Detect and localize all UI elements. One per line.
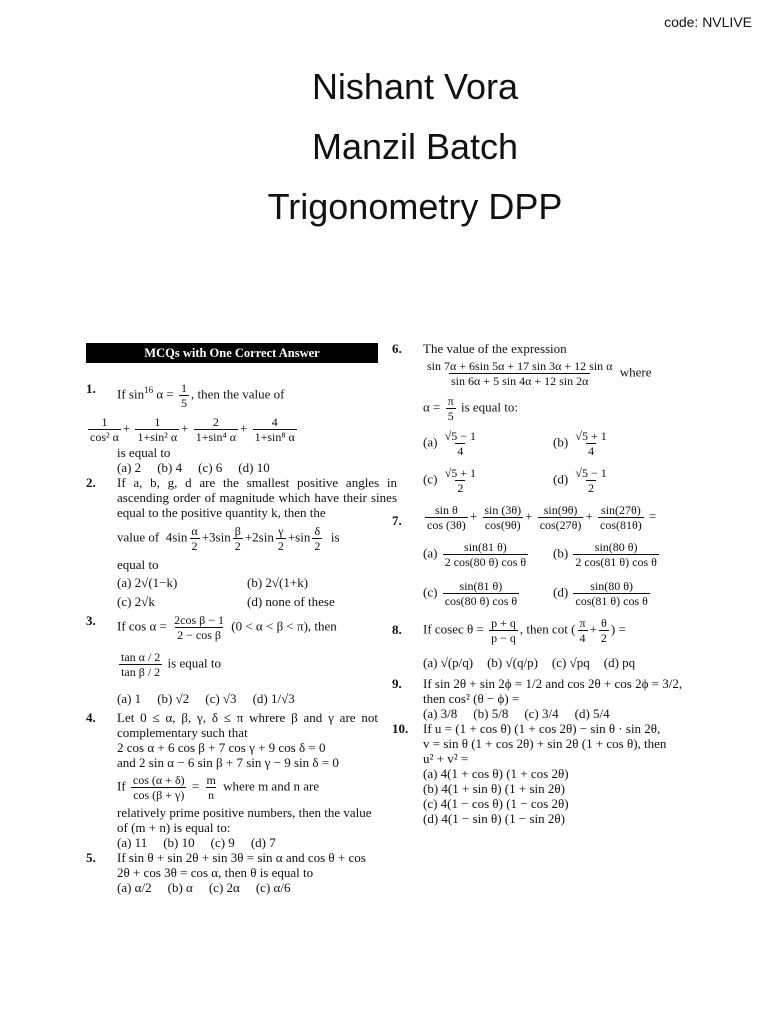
text-q7-n: 7.	[392, 513, 402, 528]
text-q3-opts-0: (a) 1	[117, 691, 142, 706]
text-q3-opts-1: (b) √2	[157, 691, 190, 706]
text-q5-text: If sin θ + sin 2θ + sin 3θ = sin α and cos θ + cos 2θ + cos 3θ = cos α, then θ is equal to	[117, 850, 366, 880]
text-q6-opts-2-d: 2	[457, 481, 464, 495]
text-q6-opts-1-l: (b)	[553, 434, 569, 450]
text-q1-den: 5	[181, 396, 187, 410]
text-q2-tail: equal to	[117, 557, 159, 572]
text-q1-opts-1: (b) 4	[157, 460, 183, 475]
text-q4-mid: =	[188, 778, 203, 794]
text-q6-den: sin 6α + 5 sin 4α + 12 sin 2α	[451, 374, 589, 388]
text-q10-opts-1: (b) 4(1 + sin θ) (1 + sin 2θ)	[423, 781, 565, 796]
text-q2-opts-1: (b) 2√(1+k)	[247, 575, 309, 590]
text-q10-lines-2: u² + v² =	[423, 751, 469, 766]
text-q7-opts-2-n: sin(81 θ)	[459, 579, 503, 593]
text-q1-opts-2: (c) 6	[198, 460, 223, 475]
text-q7-t4n: sin(27θ)	[601, 503, 641, 517]
text-q7-opts-0-d: 2 cos(80 θ) cos θ	[444, 555, 527, 569]
text-q2-opts-3: (d) none of these	[247, 594, 335, 609]
text-q8-in1d: 4	[579, 631, 586, 645]
question-4	[86, 710, 378, 850]
text-q4-opts-0: (a) 11	[117, 835, 148, 850]
text-q10-n: 10.	[392, 721, 409, 736]
question-9	[392, 676, 692, 721]
text-q1-t4d: 1+sin⁸ α	[254, 430, 295, 444]
text-q4-lines-0: Let 0 ≤ α, β, γ, δ ≤ π whrere β and γ are not complementary such that	[117, 710, 378, 740]
text-q10-opts-3: (d) 4(1 − sin θ) (1 − sin 2θ)	[423, 811, 565, 826]
text-q6-opts-3-d: 2	[588, 481, 595, 495]
text-q9-opts-0: (a) 3/8	[423, 706, 458, 721]
text-q6-opts-0-l: (a)	[423, 434, 438, 450]
text-q1-opts-0: (a) 2	[117, 460, 142, 475]
text-q7-t2d: cos(9θ)	[484, 518, 521, 532]
text-q6-opts-0-d: 4	[457, 444, 464, 458]
text-q3-fn: tan α / 2	[121, 650, 161, 664]
text-q7-opts-3-n: sin(80 θ)	[590, 579, 634, 593]
text-q3-pre: If cos α =	[117, 618, 171, 634]
text-q7-opts-3-l: (d)	[553, 584, 569, 600]
text-q5-opts-3: (c) α/6	[255, 880, 291, 895]
text-q4-lines-2: and 2 sin α − 6 sin β + 7 sin γ − 9 sin δ = 0	[117, 755, 339, 770]
text-q2-n: 2.	[86, 475, 96, 490]
text-q10-opts-2: (c) 4(1 − cos θ) (1 − cos 2θ)	[423, 796, 569, 811]
text-q10-lines-1: v = sin θ (1 + cos 2θ) + sin 2θ (1 + cos θ), then	[423, 736, 667, 751]
text-q7-opts-0-l: (a)	[423, 545, 438, 561]
text-q7-opts-1-l: (b)	[553, 545, 569, 561]
text-q5-n: 5.	[86, 850, 96, 865]
text-q3-n: 3.	[86, 613, 96, 628]
text-q6-alpha: α =	[423, 399, 444, 415]
text-q7-opts-0-n: sin(81 θ)	[464, 540, 507, 554]
text-q8-den: p − q	[491, 631, 516, 645]
text-q6-opts-1-d: 4	[588, 444, 595, 458]
text-q7-t1d: cos (3θ)	[427, 518, 466, 532]
question-7: 7. $\frac{\text{sin θ}}{\cos (3\theta)}$ + $\frac{\sin (3\theta)}{\cos(9\theta)}$ + $\frac{\sin(9\theta)}{\cos(27\theta)}$ + $\frac{\sin(27\theta)}{\cos(81\theta)}$ = (a) $\frac{\sin(81 \theta)}{\text{2 cos(80 θ) cos θ}}$ (b) $\frac{\sin(80 \theta)}{\text{2 cos(81 θ) cos θ}}$ (c) $\frac{\sin(81 \theta)}{\text{cos(80 θ) cos θ}}$ (d) $\frac{\sin(80 \theta)}{\text{cos(81 θ) cos θ}}$	[392, 503, 657, 608]
text-q8-opts-0-v: √(p/q)	[440, 655, 474, 670]
text-q4-tail: relatively prime positive numbers, then the value of (m + n) is equal to:	[117, 805, 372, 835]
text-q4-n: 4.	[86, 710, 96, 725]
text-q9-text: If sin 2θ + sin 2ϕ = 1/2 and cos 2θ + cos 2ϕ = 3/2, then cos² (θ − ϕ) =	[423, 676, 683, 706]
question-10	[392, 721, 692, 826]
text-q8-in2d: 2	[600, 631, 607, 645]
text-q6-opts-2-n: √5 + 1	[444, 466, 477, 480]
text-q1-t3d: 1+sin⁴ α	[195, 430, 236, 444]
text-q7-opts-2-d: cos(80 θ) cos θ	[444, 594, 518, 608]
text-q1-num: 1	[181, 381, 187, 395]
text-q5-opts-0: (a) α/2	[117, 880, 152, 895]
text-q8-opts-2-l: (c)	[551, 655, 567, 670]
text-q6-num: sin 7α + 6sin 5α + 17 sin 3α + 12 sin α	[427, 359, 613, 373]
text-q8-mid: , then cot	[519, 621, 572, 637]
question-2: 2. If a, b, g, d are the smallest positive angles in ascending order of magnitude which have their sines equal to the positive quantity k, then the value of 4sin $\frac{\alpha}{2}$ +3sin $\frac{\beta}{2}$ +2sin $\frac{\gamma}{2}$ +sin $\frac{\delta}{2}$ is equal to (a) 2√(1−k) (b) 2√(1+k) (c) 2√k (d) none of these	[86, 475, 397, 609]
text-q7-opts-2-l: (c)	[423, 584, 438, 600]
text-q4-num: cos (α + δ)	[132, 773, 185, 787]
text-q8-pre: If cosec θ =	[423, 621, 488, 637]
text-q8-opts-1-v: √(q/p)	[505, 655, 538, 670]
text-q8-opts-1-l: (b)	[487, 655, 503, 670]
text-q1-t1n: 1	[101, 415, 108, 429]
text-q1-t2d: 1+sin² α	[137, 430, 178, 444]
text-q6-ad: 5	[447, 409, 454, 423]
text-q6-text: The value of the expression	[423, 341, 567, 356]
text-q1-pre: If sin	[117, 386, 145, 402]
left-column	[86, 343, 397, 895]
text-q6-opts-3-l: (d)	[553, 471, 569, 487]
text-q4-opts-3: (d) 7	[250, 835, 276, 850]
text-q4-den2: n	[208, 788, 215, 802]
text-q1-post: , then the value of	[191, 386, 285, 402]
text-q8-opts-3-l: (d)	[603, 655, 619, 670]
text-q5-opts-2: (c) 2α	[208, 880, 240, 895]
text-q10-opts-0: (a) 4(1 + cos θ) (1 + cos 2θ)	[423, 766, 569, 781]
question-1: 1. If $\sin^{16} \alpha$ = $\frac{1}{5}$ , then the value of $\frac{1}{\text{cos² α}}$ + $\frac{1}{\text{1+sin² α}}$ + $\frac{2}{\text{1+sin⁴ α}}$ + $\frac{4}{\text{1+sin⁸ α}}$ is equal to (a) 2 (b) 4 (c) 6 (d) 10	[86, 381, 378, 475]
text-q1-opts-3: (d) 10	[238, 460, 270, 475]
batch-title: Manzil Batch	[311, 126, 519, 167]
text-q1-exp: 16	[144, 385, 154, 396]
text-q1-t2n: 1	[154, 415, 161, 429]
text-q4-opts-1: (b) 10	[163, 835, 195, 850]
text-q7-t3n: sin(9θ)	[543, 503, 578, 517]
text-q8-n: 8.	[392, 622, 402, 637]
question-3	[86, 613, 378, 706]
author-title: Nishant Vora	[311, 66, 519, 107]
text-q4-lines-1: 2 cos α + 6 cos β + 7 cos γ + 9 cos δ = 0	[117, 740, 326, 755]
text-q3-opts-2: (c) √3	[205, 691, 237, 706]
text-q8-in1: π	[579, 616, 586, 630]
text-q3-opts-3: (d) 1/√3	[252, 691, 295, 706]
text-q1-t3n: 2	[212, 415, 219, 429]
text-q6-n: 6.	[392, 341, 402, 356]
text-q6-opts-0-n: √5 − 1	[444, 429, 477, 443]
text-q3-den: 2 − cos β	[177, 628, 222, 642]
text-q1-n: 1.	[86, 381, 96, 396]
text-q7-opts-1-n: sin(80 θ)	[594, 540, 638, 554]
text-q8-in2: θ	[601, 616, 607, 630]
text-q8-opts-2-v: √pq	[569, 655, 590, 670]
text-q4-post: where m and n are	[219, 778, 320, 794]
text-q8-num: p + q	[491, 616, 516, 630]
question-8: 8. If cosec θ = $\frac{p + q}{p - q}$ , then cot ( $\frac{\pi}{4}$ + $\frac{\theta}{2}$ ) = (a) √(p/q) (b) √(q/p) (c) √pq (d) pq	[392, 616, 636, 670]
text-q7-t1n: sin θ	[434, 503, 458, 517]
text-q1-t1d: cos² α	[90, 430, 119, 444]
text-q3-post: (0 < α < β < π), then	[228, 618, 337, 634]
text-q9-opts-1: (b) 5/8	[473, 706, 509, 721]
text-q7-t4d: cos(81θ)	[600, 518, 642, 532]
text-q9-opts-2: (c) 3/4	[524, 706, 559, 721]
text-q9-opts-3: (d) 5/4	[574, 706, 610, 721]
text-q7-opts-3-d: cos(81 θ) cos θ	[575, 594, 648, 608]
text-q3-fd: tan β / 2	[121, 665, 161, 679]
text-q6-opts-2-l: (c)	[423, 471, 438, 487]
text-q4-num2: m	[206, 773, 216, 787]
dpp-title: Trigonometry DPP	[267, 186, 563, 227]
text-q6-an: π	[447, 394, 454, 408]
text-q6-opts-3-n: √5 − 1	[575, 466, 607, 480]
question-6	[392, 341, 692, 495]
text-q3-tail: is equal to	[164, 655, 221, 671]
text-q9-n: 9.	[392, 676, 402, 691]
code-label: code: NVLIVE	[664, 14, 752, 30]
text-q10-lines-0: If u = (1 + cos θ) (1 + cos 2θ) − sin θ · sin 2θ,	[423, 721, 661, 736]
text-q1-tail: is equal to	[117, 445, 171, 460]
text-q6-post: where	[616, 364, 652, 380]
text-q4-pre: If	[117, 778, 129, 794]
text-q7-t3d: cos(27θ)	[539, 518, 582, 532]
right-column	[392, 341, 692, 826]
text-q1-mid: α =	[153, 386, 177, 402]
text-q1-t4n: 4	[271, 415, 278, 429]
text-q7-t2n: sin (3θ)	[484, 503, 522, 517]
text-q7-opts-1-d: 2 cos(81 θ) cos θ	[575, 555, 657, 569]
text-q3-num: 2cos β − 1	[174, 613, 225, 627]
section-header: MCQs with One Correct Answer	[86, 343, 378, 363]
text-q4-opts-2: (c) 9	[210, 835, 235, 850]
text-q6-tail: is equal to:	[457, 399, 519, 415]
question-5	[86, 850, 378, 895]
text-q8-opts-3-v: pq	[622, 655, 636, 670]
text-q2-opts-2: (c) 2√k	[117, 594, 155, 609]
text-q8-opts-0-l: (a)	[423, 655, 438, 670]
text-q2-text: If a, b, g, d are the smallest positive angles in ascending order of magnitude which have their sines equal to the positive quantity k, then the	[117, 475, 397, 520]
text-q5-opts-1: (b) α	[167, 880, 193, 895]
text-q2-opts-0: (a) 2√(1−k)	[117, 575, 178, 590]
text-q4-den: cos (β + γ)	[133, 788, 185, 802]
text-q6-opts-1-n: √5 + 1	[575, 429, 607, 443]
